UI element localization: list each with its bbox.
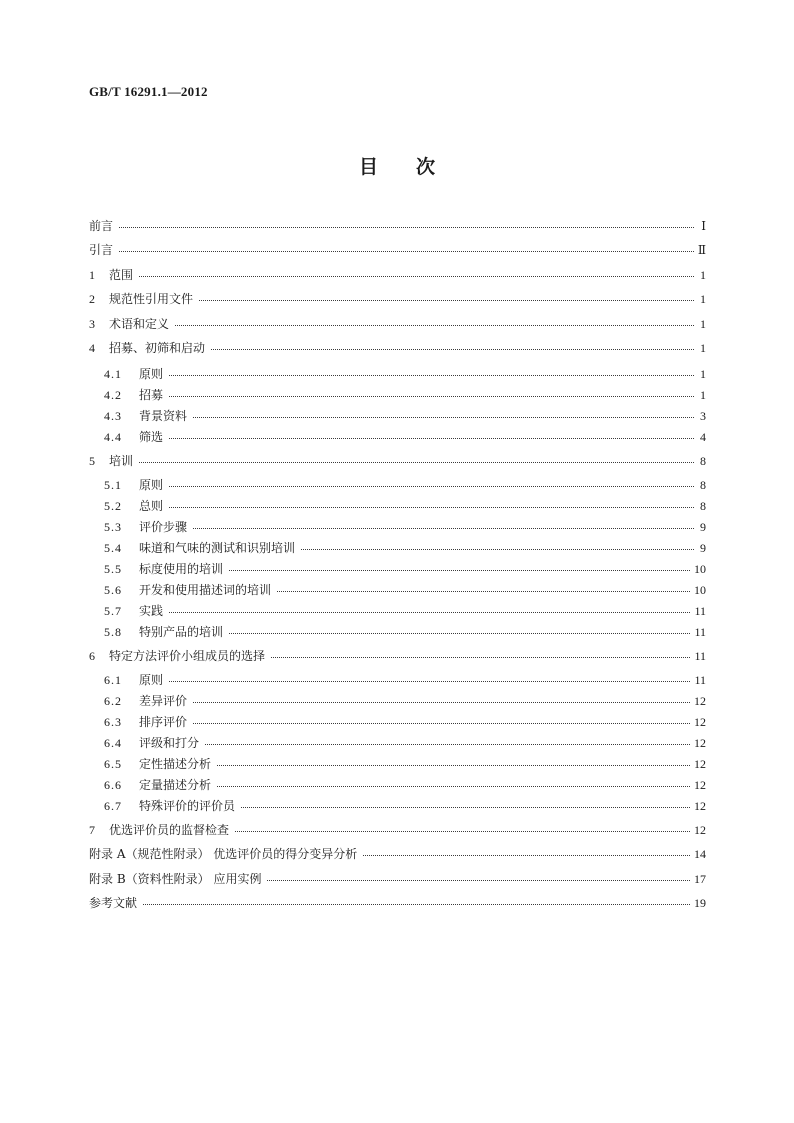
- toc-leader-dots: [169, 474, 694, 487]
- toc-entry-page: 11: [694, 673, 706, 687]
- toc-entry-label: 筛选: [139, 430, 164, 444]
- toc-entry-label: 规范性引用文件: [109, 292, 194, 306]
- toc-leader-dots: [199, 288, 694, 301]
- toc-entry-page: 12: [694, 694, 706, 708]
- toc-entry-label: 评级和打分: [139, 736, 200, 750]
- toc-leader-dots: [271, 645, 690, 658]
- toc-entry[interactable]: [89, 427, 706, 447]
- toc-entry-number: 3: [89, 317, 95, 331]
- toc-entry[interactable]: [89, 796, 706, 816]
- toc-entry[interactable]: [89, 385, 706, 405]
- toc-entry-page: 17: [694, 872, 706, 886]
- toc-leader-dots: [241, 795, 690, 808]
- toc-entry-number: 5.6: [104, 583, 122, 597]
- toc-entry-number: 2: [89, 292, 95, 306]
- toc-leader-dots: [169, 495, 694, 508]
- toc-leader-dots: [363, 843, 690, 856]
- toc-entry[interactable]: [89, 820, 706, 840]
- toc-entry-page: 9: [700, 541, 706, 555]
- toc-entry-page: 8: [700, 499, 706, 513]
- toc-entry-page: 1: [700, 341, 706, 355]
- toc-entry[interactable]: [89, 517, 706, 537]
- toc-entry-label: 范围: [109, 268, 134, 282]
- toc-entry-number: 4.2: [104, 388, 122, 402]
- toc-entry-label: 优选评价员的监督检查: [109, 823, 230, 837]
- toc-entry[interactable]: [89, 646, 706, 666]
- toc-entry-label: 特别产品的培训: [139, 625, 224, 639]
- toc-entry-label: 定性描述分析: [139, 757, 212, 771]
- toc-entry[interactable]: [89, 775, 706, 795]
- toc-entry-page: 1: [700, 388, 706, 402]
- toc-leader-dots: [217, 774, 690, 787]
- toc-entry-page: 12: [694, 736, 706, 750]
- toc-entry-label: 评价步骤: [139, 520, 188, 534]
- toc-leader-dots: [169, 600, 690, 613]
- toc-entry-number: 6.4: [104, 736, 122, 750]
- toc-entry-label: 引言: [89, 243, 114, 257]
- page-title: 目次: [358, 156, 473, 178]
- toc-entry-label: 实践: [139, 604, 164, 618]
- toc-entry[interactable]: [89, 216, 706, 236]
- toc-leader-dots: [119, 239, 694, 252]
- toc-entry-page: 19: [694, 896, 706, 910]
- toc-leader-dots: [169, 426, 694, 439]
- toc-leader-dots: [169, 363, 694, 376]
- toc-entry-label: 附录 B（资料性附录） 应用实例: [89, 872, 262, 886]
- toc-entry-number: 6.7: [104, 799, 122, 813]
- toc-entry-number: 5: [89, 454, 95, 468]
- toc-entry-label: 特殊评价的评价员: [139, 799, 236, 813]
- toc-leader-dots: [139, 450, 694, 463]
- toc-entry-label: 术语和定义: [109, 317, 170, 331]
- toc-entry-number: 5.2: [104, 499, 122, 513]
- toc-leader-dots: [193, 711, 690, 724]
- toc-leader-dots: [175, 313, 694, 326]
- toc-entry-page: 12: [694, 715, 706, 729]
- toc-entry-page: 11: [694, 625, 706, 639]
- toc-entry-page: 8: [700, 478, 706, 492]
- toc-entry-page: Ⅱ: [697, 243, 706, 257]
- toc-entry-page: 1: [700, 367, 706, 381]
- toc-entry[interactable]: [89, 733, 706, 753]
- toc-leader-dots: [139, 264, 694, 277]
- toc-entry-page: 12: [694, 799, 706, 813]
- toc-entry-page: 1: [700, 317, 706, 331]
- toc-entry[interactable]: [89, 559, 706, 579]
- toc-entry[interactable]: [89, 601, 706, 621]
- toc-entry[interactable]: [89, 754, 706, 774]
- toc-entry-page: 10: [694, 583, 706, 597]
- toc-entry[interactable]: [89, 289, 706, 309]
- toc-entry[interactable]: [89, 670, 706, 690]
- toc-entry-number: 6.3: [104, 715, 122, 729]
- toc-entry-page: 3: [700, 409, 706, 423]
- toc-leader-dots: [229, 558, 690, 571]
- toc-entry[interactable]: [89, 622, 706, 642]
- toc-entry-label: 招募: [139, 388, 164, 402]
- toc-entry-page: 11: [694, 604, 706, 618]
- toc-entry-label: 排序评价: [139, 715, 188, 729]
- toc-entry[interactable]: [89, 338, 706, 358]
- toc-entry[interactable]: [89, 364, 706, 384]
- toc-entry-number: 5.8: [104, 625, 122, 639]
- document-code: GB/T 16291.1—2012: [89, 84, 208, 99]
- toc-entry[interactable]: [89, 451, 706, 471]
- toc-entry-page: 1: [700, 268, 706, 282]
- toc-entry[interactable]: [89, 869, 706, 889]
- toc-entry-page: 12: [694, 778, 706, 792]
- toc-entry-label: 特定方法评价小组成员的选择: [109, 649, 266, 663]
- toc-leader-dots: [169, 384, 694, 397]
- toc-entry-label: 原则: [139, 673, 164, 687]
- toc-entry[interactable]: [89, 712, 706, 732]
- toc-entry-page: 12: [694, 757, 706, 771]
- toc-entry-label: 背景资料: [139, 409, 188, 423]
- toc-entry-label: 前言: [89, 219, 114, 233]
- toc-entry-number: 6.5: [104, 757, 122, 771]
- toc-entry-page: 4: [700, 430, 706, 444]
- toc-entry-page: 9: [700, 520, 706, 534]
- toc-entry[interactable]: [89, 496, 706, 516]
- toc-entry[interactable]: [89, 265, 706, 285]
- toc-leader-dots: [193, 516, 694, 529]
- toc-entry-number: 4: [89, 341, 95, 355]
- toc-entry-number: 4.1: [104, 367, 122, 381]
- toc-entry-page: 11: [694, 649, 706, 663]
- toc-entry-number: 6.6: [104, 778, 122, 792]
- toc-entry[interactable]: [89, 580, 706, 600]
- toc-entry-label: 附录 A（规范性附录） 优选评价员的得分变异分析: [89, 847, 358, 861]
- toc-entry-number: 4.3: [104, 409, 122, 423]
- toc-leader-dots: [119, 215, 694, 228]
- toc-leader-dots: [217, 753, 690, 766]
- toc-entry-number: 5.4: [104, 541, 122, 555]
- toc-leader-dots: [277, 579, 690, 592]
- toc-entry-number: 1: [89, 268, 95, 282]
- toc-entry-label: 培训: [109, 454, 134, 468]
- toc-entry-page: Ⅰ: [701, 219, 706, 233]
- toc-entry[interactable]: [89, 406, 706, 426]
- toc-entry[interactable]: [89, 240, 706, 260]
- toc-entry-label: 总则: [139, 499, 164, 513]
- toc-entry-page: 14: [694, 847, 706, 861]
- toc-entry-number: 7: [89, 823, 95, 837]
- toc-leader-dots: [211, 337, 694, 350]
- toc-leader-dots: [193, 690, 690, 703]
- toc-entry-number: 6.1: [104, 673, 122, 687]
- toc-entry-label: 开发和使用描述词的培训: [139, 583, 272, 597]
- toc-leader-dots: [235, 819, 690, 832]
- toc-leader-dots: [193, 405, 694, 418]
- toc-entry-label: 定量描述分析: [139, 778, 212, 792]
- toc-entry-label: 招募、初筛和启动: [109, 341, 206, 355]
- toc-leader-dots: [301, 537, 694, 550]
- toc-entry-page: 10: [694, 562, 706, 576]
- toc-entry[interactable]: [89, 475, 706, 495]
- toc-leader-dots: [205, 732, 690, 745]
- toc-entry-label: 参考文献: [89, 896, 138, 910]
- toc-entry-number: 6: [89, 649, 95, 663]
- toc-entry[interactable]: [89, 893, 706, 913]
- toc-entry-number: 5.7: [104, 604, 122, 618]
- toc-leader-dots: [267, 868, 690, 881]
- toc-entry-label: 原则: [139, 478, 164, 492]
- toc-entry-label: 味道和气味的测试和识别培训: [139, 541, 296, 555]
- toc-entry-label: 差异评价: [139, 694, 188, 708]
- toc-entry[interactable]: [89, 314, 706, 334]
- toc-entry-number: 5.3: [104, 520, 122, 534]
- toc-entry-number: 5.1: [104, 478, 122, 492]
- toc-entry-label: 标度使用的培训: [139, 562, 224, 576]
- toc-entry[interactable]: [89, 691, 706, 711]
- toc-leader-dots: [229, 621, 690, 634]
- toc-entry-page: 1: [700, 292, 706, 306]
- toc-entry-number: 5.5: [104, 562, 122, 576]
- toc-entry-number: 6.2: [104, 694, 122, 708]
- toc-entry[interactable]: [89, 844, 706, 864]
- toc-leader-dots: [143, 892, 690, 905]
- toc-entry[interactable]: [89, 538, 706, 558]
- toc-leader-dots: [169, 669, 690, 682]
- toc-entry-label: 原则: [139, 367, 164, 381]
- toc-entry-page: 8: [700, 454, 706, 468]
- toc-entry-number: 4.4: [104, 430, 122, 444]
- toc-entry-page: 12: [694, 823, 706, 837]
